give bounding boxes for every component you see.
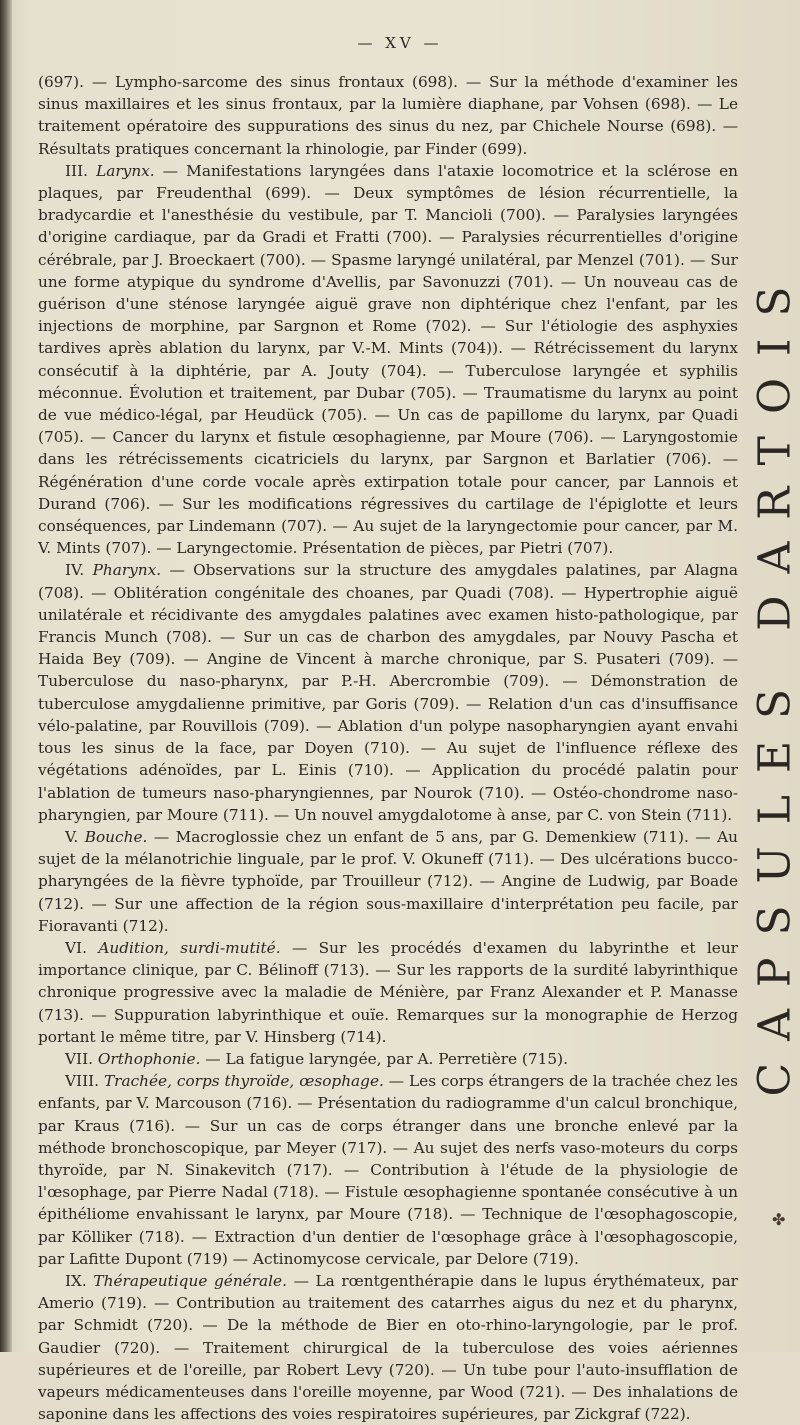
paragraph-continuation [38, 71, 738, 160]
section-larynx [38, 160, 738, 560]
section-number: IV. [65, 561, 93, 579]
binding-edge [0, 0, 12, 1352]
paragraph-text: — La fatigue laryngée, par A. Perretière (715). [200, 1050, 568, 1068]
paragraph-text: — Sur les procédés d'examen du labyrinthe et leur importance clinique, par C. Bélinoff (713). — Sur les rapports de la surdité labyrinthique chronique progressive avec la maladie de Ménière, par Franz Alexander et P. Manasse (713). — Suppuration labyrinthique et ouïe. Remarques sur la monographie de Herzog portant le même titre, par V. Hinsberg (714). [38, 939, 738, 1046]
paragraph-text: — La rœntgenthérapie dans le lupus érythémateux, par Amerio (719). — Contribution au traitement des catarrhes aigus du nez et du pharynx, par Schmidt (720). — De la méthode de Bier en oto-rhino-laryngologie, par le prof. Gaudier (720). — Traitement chirurgical de la tuberculose des voies aériennes supérieures et de l'oreille, par Robert Levy (720). — Un tube pour l'auto-insufflation de vapeurs médicamenteuses dans l'oreille moyenne, par Wood (721). — Des inhalations de saponine dans les affections des voies respiratoires supérieures, par Zickgraf (722). [38, 1272, 738, 1423]
section-title: Bouche. [85, 828, 148, 846]
side-advertisement-text: CAPSULES DARTOIS [750, 264, 800, 1096]
section-audition [38, 937, 738, 1048]
section-orthophonie [38, 1048, 738, 1070]
ink-blot-mark: ✤ [772, 1210, 785, 1229]
section-number: VI. [65, 939, 98, 957]
paragraph-text: — Macroglossie chez un enfant de 5 ans, par G. Demenkiew (711). — Au sujet de la mélanotrichie linguale, par le prof. V. Okuneff (711). — Des ulcérations bucco-pharyngées de la fièvre typhoïde, par Trouilleur (712). — Angine de Ludwig, par Boade (712). — Sur une affection de la région sous-maxillaire d'interprétation peu facile, par Fioravanti (712). [38, 828, 738, 935]
section-title: Larynx. [96, 162, 155, 180]
section-title: Pharynx. [93, 561, 162, 579]
paragraph-text: — Observations sur la structure des amygdales palatines, par Alagna (708). — Oblitération congénitale des choanes, par Quadi (708). — Hypertrophie aiguë unilatérale et récidivante des amygdales palatines avec examen histo-pathologique, par Francis Munch (708). — Sur un cas de charbon des amygdales, par Nouvy Pascha et Haida Bey (709). — Angine de Vincent à marche chronique, par S. Pusateri (709). — Tuberculose du naso-pharynx, par P.-H. Abercrombie (709). — Démonstration de tuberculose amygdalienne primitive, par Goris (709). — Relation d'un cas d'insuffisance vélo-palatine, par Rouvillois (709). — Ablation d'un polype nasopharyngien ayant envahi tous les sinus de la face, par Doyen (710). — Au sujet de l'influence réflexe des végétations adénoïdes, par L. Einis (710). — Application du procédé palatin pour l'ablation de tumeurs naso-pharyngiennes, par Nourok (710). — Ostéo-chondrome naso-pharyngien, par Moure (711). — Un nouvel amygdalotome à anse, par C. von Stein (711). [38, 561, 738, 823]
paragraph-text: (697). — Lympho-sarcome des sinus frontaux (698). — Sur la méthode d'examiner les sinus maxillaires et les sinus frontaux, par la lumière diaphane, par Vohsen (698). — Le traitement opératoire des suppurations des sinus du nez, par Chichele Nourse (698). — Résultats pratiques concernant la rhinologie, par Finder (699). [38, 73, 738, 158]
section-number: III. [65, 162, 96, 180]
section-trachee [38, 1070, 738, 1270]
paragraph-text: — Les corps étrangers de la trachée chez les enfants, par V. Marcouson (716). — Présentation du radiogramme d'un calcul bronchique, par Kraus (716). — Sur un cas de corps étranger dans une bronche enlevé par la méthode bronchoscopique, par Meyer (717). — Au sujet des nerfs vaso-moteurs du corps thyroïde, par N. Sinakevitch (717). — Contribution à l'étude de la physiologie de l'œsophage, par Pierre Nadal (718). — Fistule œsophagienne spontanée consécutive à un épithéliome envahissant le larynx, par Moure (718). — Technique de l'œsophagoscopie, par Kölliker (718). — Extraction d'un dentier de l'œsophage grâce à l'œsophagoscopie, par Lafitte Dupont (719) — Actinomycose cervicale, par Delore (719). [38, 1072, 738, 1268]
section-title: Audition, surdi-mutité. [98, 939, 280, 957]
side-advertisement [760, 240, 790, 1120]
section-bouche [38, 826, 738, 937]
section-title: Trachée, corps thyroïde, œsophage. [104, 1072, 384, 1090]
section-pharynx [38, 559, 738, 825]
section-number: IX. [65, 1272, 93, 1290]
section-number: VIII. [65, 1072, 104, 1090]
page-number: — XV — [0, 34, 800, 52]
section-title: Thérapeutique générale. [93, 1272, 287, 1290]
section-number: V. [65, 828, 85, 846]
section-therapeutique [38, 1270, 738, 1425]
paragraph-text: — Manifestations laryngées dans l'ataxie locomotrice et la sclérose en plaques, par Freudenthal (699). — Deux symptômes de lésion récurrentielle, la bradycardie et l'anesthésie du vestibule, par T. Mancioli (700). — Paralysies laryngées d'origine cardiaque, par da Gradi et Fratti (700). — Paralysies récurrentielles d'origine cérébrale, par J. Broeckaert (700). — Spasme laryngé unilatéral, par Menzel (701). — Sur une forme atypique du syndrome d'Avellis, par Savonuzzi (701). — Un nouveau cas de guérison d'une sténose laryngée aiguë grave non diphtérique chez l'enfant, par les injections de morphine, par Sargnon et Rome (702). — Sur l'étiologie des asphyxies tardives après ablation du larynx, par V.-M. Mints (704)). — Rétrécissement du larynx consécutif à la diphtérie, par A. Jouty (704). — Tuberculose laryngée et syphilis méconnue. Évolution et traitement, par Dubar (705). — Traumatisme du larynx au point de vue médico-légal, par Heudück (705). — Un cas de papillome du larynx, par Quadi (705). — Cancer du larynx et fistule œsophagienne, par Moure (706). — Laryngostomie dans les rétrécissements cicatriciels du larynx, par Sargnon et Barlatier (706). — Régénération d'une corde vocale après extirpation totale pour cancer, par Lannois et Durand (706). — Sur les modifications régressives du cartilage de l'épiglotte et leurs conséquences, par Lindemann (707). — Au sujet de la laryngectomie pour cancer, par M. V. Mints (707). — Laryngectomie. Présentation de pièces, par Pietri (707). [38, 162, 738, 557]
section-number: VII. [65, 1050, 98, 1068]
section-title: Orthophonie. [98, 1050, 201, 1068]
table-of-contents-text [38, 71, 738, 1425]
